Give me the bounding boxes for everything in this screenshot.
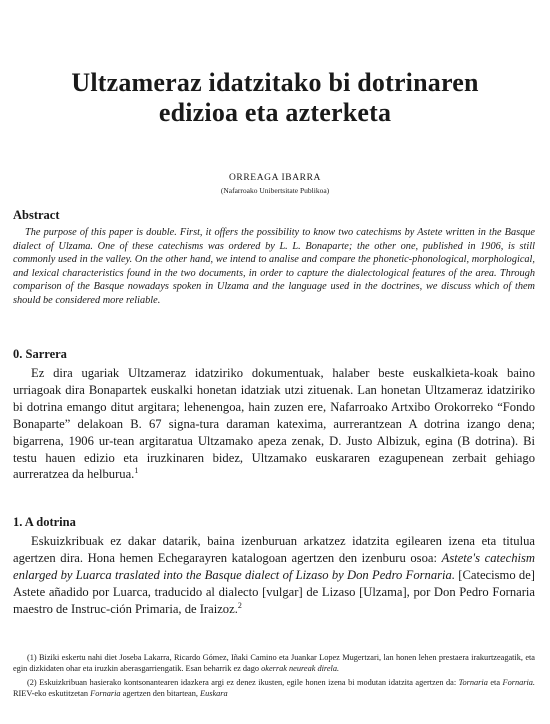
section-0-paragraph xyxy=(13,365,535,483)
title-line-2: edizioa eta azterketa xyxy=(158,98,392,127)
title-line-1: Ultzameraz idatzitako bi dotrinaren xyxy=(71,68,479,97)
footnote-ref-2[interactable]: 2 xyxy=(237,600,242,610)
section-1-paragraph xyxy=(13,533,535,618)
footnote-2-italic-c: Fornaria xyxy=(90,689,121,699)
abstract-heading: Abstract xyxy=(13,208,60,222)
footnote-2-text-a: (2) Eskuizkribuan hasierako kontsonantearen idazkera argi ez denez ikusten, egile honen izena bi modutan idatzita agertzen da: xyxy=(27,677,459,687)
section-1-text-a: Eskuizkribuak ez dakar datarik, baina izenburuan arkatzez idatzita egilearen izena eta titulua agertzen dira. Hona hemen Echegarayren katalogoan agertzen den izenburu osoa: xyxy=(13,534,535,565)
footnote-2-italic-d: Euskara xyxy=(200,689,228,699)
footnotes xyxy=(13,652,535,702)
author-name: ORREAGA IBARRA xyxy=(228,173,322,183)
footnote-2 xyxy=(13,677,535,700)
footnote-1 xyxy=(13,652,535,675)
footnote-2-text-d: agertzen den bitartean, xyxy=(120,689,201,699)
footnote-2-italic-b: Fornaria. xyxy=(502,677,535,687)
section-1-italic-title: Astete's catechism enlarged by Luarca traslated into the Basque dialect of Lizaso by Don Pedro Fornaria. xyxy=(13,550,535,582)
footnote-2-text-b: eta xyxy=(487,677,503,687)
footnote-ref-1[interactable]: 1 xyxy=(134,466,139,476)
section-0-heading: 0. Sarrera xyxy=(13,347,67,361)
footnote-1-italic: okerrak neureak direla. xyxy=(261,664,340,674)
section-1-text-b: [Catecismo de] Astete añadido por Luarca, traducido al dialecto [vulgar] de Lizaso [Ulzama], por Don Pedro Fornaria maestro de Instruc-ción Primaria, de Iraizoz. xyxy=(13,567,535,616)
footnote-2-text-c: RIEV-eko eskutitzetan xyxy=(13,689,91,699)
paper-title xyxy=(20,68,530,128)
footnote-1-text: (1) Biziki eskertu nahi diet Joseba Lakarra, Ricardo Gómez, Iñaki Camino eta Juankar Lopez Mugertzari, lan honen lehen prestaera irakurtzeagatik, eta egin dizkidaten ohar eta iruzkin aberasgarriengatik. Esan beharrik ez dago xyxy=(13,653,535,674)
author-affiliation: (Nafarroako Unibertsitate Publikoa) xyxy=(220,186,330,195)
section-1-heading: 1. A dotrina xyxy=(13,515,76,529)
abstract-text: The purpose of this paper is double. First, it offers the possibility to know two catechisms by Astete written in the Basque dialect of Ulzama. One of these catechisms was ordered by L. L. Bonaparte; the other one, published in 1906, is still commonly used in the valley. On the other hand, we intend to analise and compare the phonetic-phonological, morphological, and lexical characteristics found in the two documents, in order to capture the dialectological features of the area. Through comparison of the Basque nowadays spoken in Ulzama and the language used in the doctrines, we discuss which of them should be considered more reliable. xyxy=(13,227,535,306)
section-0-text: Ez dira ugariak Ultzameraz idatziriko dokumentuak, halaber beste euskalkieta-koak baino urriagoak dira Bonapartek euskalki honetan idatziak utzi zituenak. Lan honetan Ultzameraz idatziriko bi dotrina emango ditut argitara; lehenengoa, hain zuzen ere, Nafarroako Artxibo Orokorreko “Fondo Bonaparte” delakoan B. 67 signa-tura daraman katexima, aurrerantzean A dotrina izango dena; bigarrena, 1906 ur-tean argitaratua Ultzamako apeza zenak, D. Justo Albizuk, egina (B dotrina). Bi testu hauen edizio eta iruzkinaren bidez, Ultzamako euskararen ezagupenean zerbait gehiago aurreratzea da helburua. xyxy=(13,366,535,482)
footnote-2-italic-a: Tornaria xyxy=(458,677,488,687)
